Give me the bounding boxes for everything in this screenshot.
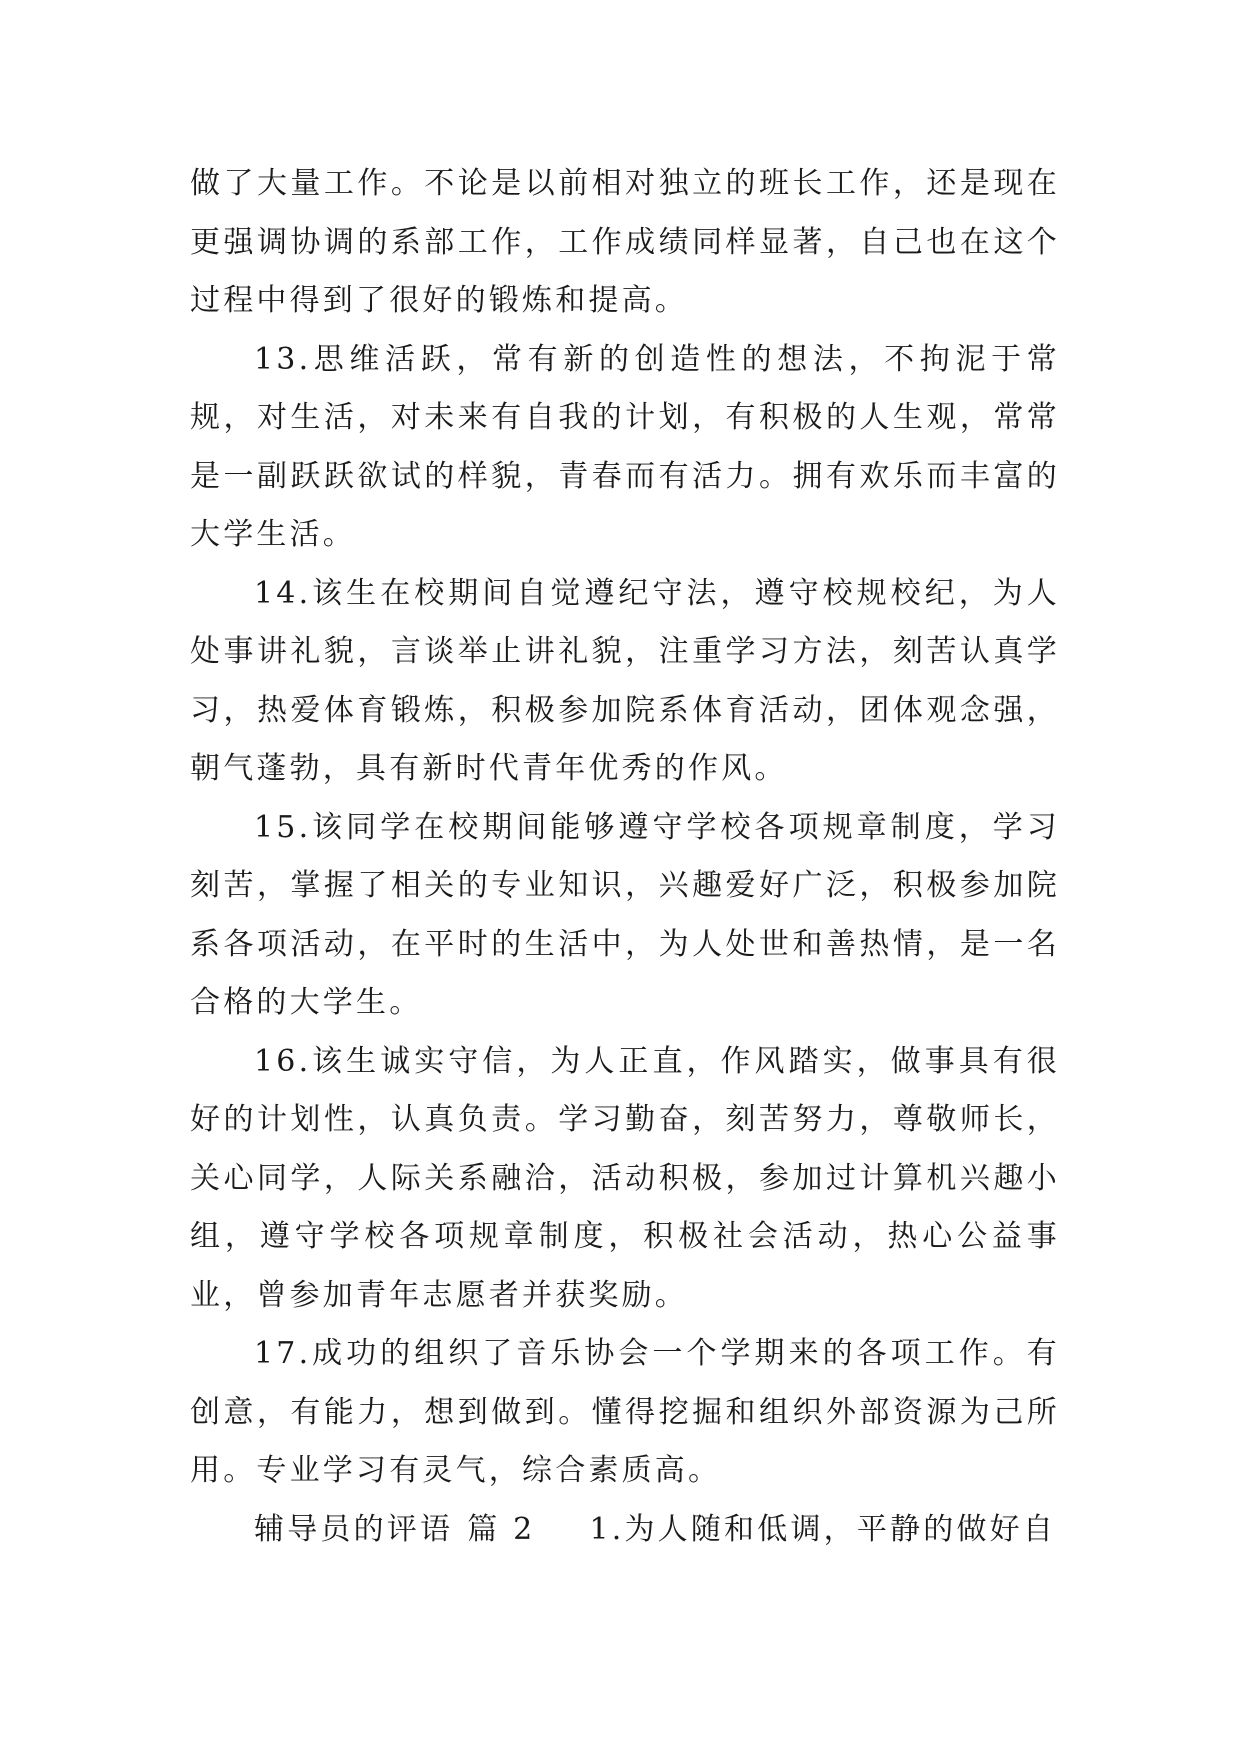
paragraph-item-14: 14.该生在校期间自觉遵纪守法，遵守校规校纪，为人处事讲礼貌，言谈举止讲礼貌，注重学习方法，刻苦认真学习，热爱体育锻炼，积极参加院系体育活动，团体观念强，朝气蓬勃，具有新时代青年优秀的作风。 [190, 575, 1060, 786]
paragraph-item-15: 15.该同学在校期间能够遵守学校各项规章制度，学习刻苦，掌握了相关的专业知识，兴趣爱好广泛，积极参加院系各项活动，在平时的生活中，为人处世和善热情，是一名合格的大学生。 [190, 809, 1060, 1020]
document-body [190, 155, 1060, 1559]
paragraph-item-13: 13.思维活跃，常有新的创造性的想法，不拘泥于常规，对生活，对未来有自我的计划，有积极的人生观，常常是一副跃跃欲试的样貌，青春而有活力。拥有欢乐而丰富的大学生活。 [190, 341, 1060, 552]
section-heading-line [190, 1501, 1060, 1560]
paragraph-item-17: 17.成功的组织了音乐协会一个学期来的各项工作。有创意，有能力，想到做到。懂得挖掘和组织外部资源为己所用。专业学习有灵气，综合素质高。 [190, 1336, 1060, 1488]
paragraph-item-16: 16.该生诚实守信，为人正直，作风踏实，做事具有很好的计划性，认真负责。学习勤奋，刻苦努力，尊敬师长，关心同学，人际关系融洽，活动积极，参加过计算机兴趣小组，遵守学校各项规章制度，积极社会活动，热心公益事业，曾参加青年志愿者并获奖励。 [190, 1043, 1060, 1313]
paragraph-intro: 做了大量工作。不论是以前相对独立的班长工作，还是现在更强调协调的系部工作，工作成绩同样显著，自己也在这个过程中得到了很好的锻炼和提高。 [190, 166, 1060, 318]
section-heading: 辅导员的评语 [254, 1511, 454, 1547]
section-continuation-text: 1.为人随和低调，平静的做好自 [589, 1511, 1057, 1547]
section-number: 篇 2 [467, 1511, 536, 1547]
